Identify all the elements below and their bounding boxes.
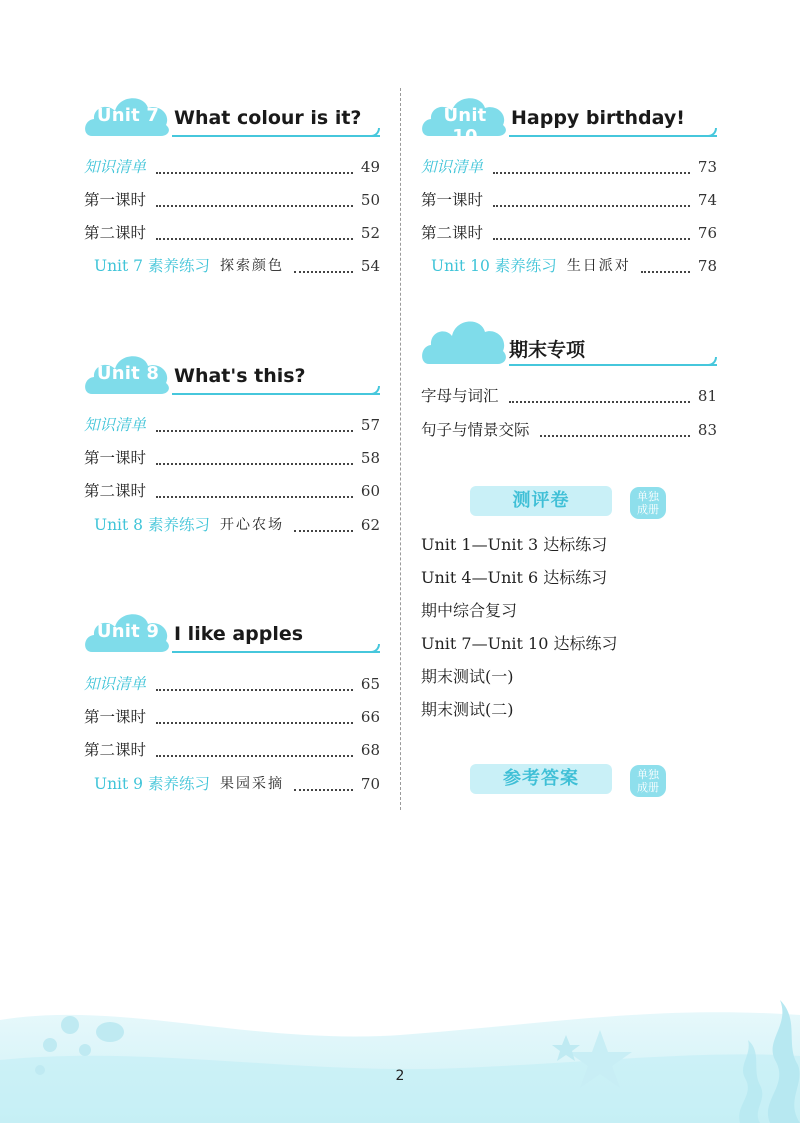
toc-label: 第一课时 — [84, 708, 147, 726]
unit-title: What's this? — [174, 365, 306, 387]
toc-row-practice[interactable] — [84, 770, 380, 794]
page-number: 70 — [360, 775, 380, 793]
leader-dots — [641, 271, 690, 273]
page-number: 78 — [697, 257, 717, 275]
toc-label: 第一课时 — [84, 191, 147, 209]
toc-label: 第一课时 — [421, 191, 484, 209]
unit-7-header — [84, 90, 380, 138]
unit-title: What colour is it? — [174, 107, 362, 129]
toc-label: 句子与情景交际 — [421, 421, 530, 439]
leader-dots — [156, 463, 353, 465]
unit-underline — [172, 651, 380, 653]
badge-line: 单独 — [637, 768, 659, 781]
toc-label: 字母与词汇 — [421, 387, 499, 405]
cloud-icon — [421, 312, 507, 366]
toc-label: 第二课时 — [84, 741, 147, 759]
toc-label: 知识清单 — [84, 416, 147, 434]
toc-row-lesson-2[interactable] — [421, 219, 717, 243]
toc-label: 第一课时 — [84, 449, 147, 467]
page-number: 62 — [360, 516, 380, 534]
leader-dots — [156, 238, 353, 240]
toc-row-practice[interactable] — [84, 511, 380, 535]
separate-volume-badge — [630, 765, 666, 797]
toc-label: 第二课时 — [84, 482, 147, 500]
unit-underline — [172, 135, 380, 137]
test-item[interactable]: 期中综合复习 — [421, 601, 518, 620]
toc-row-practice[interactable] — [421, 252, 717, 276]
toc-row-lesson-1[interactable] — [84, 703, 380, 727]
test-item[interactable]: 期末测试(一) — [421, 667, 514, 686]
leader-dots — [156, 205, 353, 207]
page-number-footer: 2 — [395, 1068, 405, 1084]
page-number: 66 — [360, 708, 380, 726]
page-number: 81 — [697, 387, 717, 405]
toc-subtitle: 开心农场 — [219, 517, 284, 533]
toc-row-lesson-2[interactable] — [84, 736, 380, 760]
test-item[interactable]: Unit 7—Unit 10 达标练习 — [421, 634, 618, 653]
unit-badge: Unit 10 — [443, 105, 487, 147]
toc-row-knowledge-list[interactable] — [84, 153, 380, 177]
section-underline — [509, 364, 717, 366]
page-number: 65 — [360, 675, 380, 693]
leader-dots — [294, 530, 353, 532]
leader-dots — [156, 722, 353, 724]
toc-label: 第二课时 — [421, 224, 484, 242]
tests-pill: 测评卷 — [470, 486, 612, 516]
toc-row-sentences[interactable] — [421, 416, 717, 440]
section-title: 期末专项 — [509, 339, 586, 361]
page-number: 76 — [697, 224, 717, 242]
test-item[interactable]: Unit 1—Unit 3 达标练习 — [421, 535, 608, 554]
toc-label: Unit 8 素养练习 — [94, 516, 210, 534]
page-number: 74 — [697, 191, 717, 209]
toc-row-knowledge-list[interactable] — [84, 670, 380, 694]
page-number: 54 — [360, 257, 380, 275]
toc-row-practice[interactable] — [84, 252, 380, 276]
toc-label: Unit 7 素养练习 — [94, 257, 210, 275]
page-number: 68 — [360, 741, 380, 759]
toc-subtitle: 探索颜色 — [219, 258, 284, 274]
leader-dots — [493, 238, 690, 240]
leader-dots — [156, 689, 353, 691]
toc-row-lesson-2[interactable] — [84, 219, 380, 243]
column-divider — [400, 88, 401, 810]
page-number: 49 — [360, 158, 380, 176]
toc-label: 知识清单 — [84, 675, 147, 693]
badge-line: 成册 — [637, 781, 659, 794]
unit-badge: Unit 8 — [96, 363, 160, 384]
unit-8-header — [84, 348, 380, 396]
toc-row-knowledge-list[interactable] — [84, 411, 380, 435]
toc-row-lesson-1[interactable] — [84, 186, 380, 210]
leader-dots — [294, 271, 353, 273]
test-item[interactable]: Unit 4—Unit 6 达标练习 — [421, 568, 608, 587]
toc-label: 第二课时 — [84, 224, 147, 242]
toc-row-letters-vocab[interactable] — [421, 382, 717, 406]
leader-dots — [156, 755, 353, 757]
badge-line: 成册 — [637, 503, 659, 516]
leader-dots — [156, 496, 353, 498]
leader-dots — [156, 172, 353, 174]
separate-volume-badge — [630, 487, 666, 519]
badge-line: 单独 — [637, 490, 659, 503]
unit-title: Happy birthday! — [511, 107, 685, 129]
page-number: 52 — [360, 224, 380, 242]
leader-dots — [540, 435, 690, 437]
toc-label: 知识清单 — [84, 158, 147, 176]
leader-dots — [493, 172, 690, 174]
toc-row-lesson-1[interactable] — [84, 444, 380, 468]
unit-title: I like apples — [174, 623, 304, 645]
page-number: 57 — [360, 416, 380, 434]
unit-underline — [509, 135, 717, 137]
unit-10-header — [421, 90, 717, 147]
page-number: 50 — [360, 191, 380, 209]
page-number: 83 — [697, 421, 717, 439]
unit-badge: Unit 9 — [96, 621, 160, 642]
unit-badge: Unit 7 — [96, 105, 160, 126]
page-number: 73 — [697, 158, 717, 176]
leader-dots — [493, 205, 690, 207]
toc-label: Unit 10 素养练习 — [431, 257, 557, 275]
leader-dots — [156, 430, 353, 432]
unit-9-header — [84, 606, 380, 654]
toc-subtitle: 果园采摘 — [219, 776, 284, 792]
toc-row-knowledge-list[interactable] — [421, 153, 717, 177]
toc-row-lesson-1[interactable] — [421, 186, 717, 210]
page-number: 58 — [360, 449, 380, 467]
unit-underline — [172, 393, 380, 395]
leader-dots — [294, 789, 353, 791]
toc-row-lesson-2[interactable] — [84, 477, 380, 501]
answers-pill: 参考答案 — [470, 764, 612, 794]
toc-label: Unit 9 素养练习 — [94, 775, 210, 793]
final-special-header — [421, 312, 717, 368]
test-item[interactable]: 期末测试(二) — [421, 700, 514, 719]
toc-label: 知识清单 — [421, 158, 484, 176]
toc-subtitle: 生日派对 — [566, 258, 631, 274]
ocean-wave-decoration — [0, 990, 800, 1123]
page-number: 60 — [360, 482, 380, 500]
leader-dots — [509, 401, 690, 403]
